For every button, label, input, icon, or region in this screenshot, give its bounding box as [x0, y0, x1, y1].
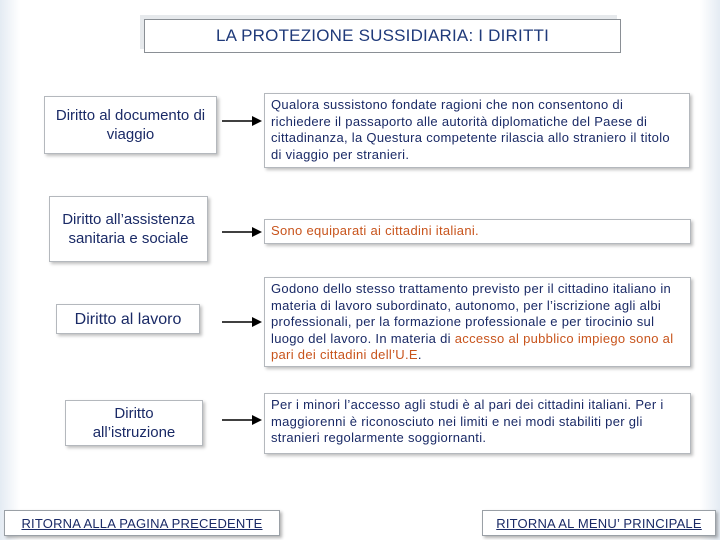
arrow-right-icon: [222, 226, 262, 238]
desc-travel-document-text: Qualora sussistono fondate ragioni che non consentono di richiedere il passaporto alle autorità diplomatiche del Paese di cittadinanza, la Questura competente rilascia allo straniero il titolo di viaggio per stranieri.: [271, 97, 670, 162]
arrow-right-icon: [222, 115, 262, 127]
desc-work-text-highlight: accesso al pubblico impiego sono al pari dei cittadini dell’U.E: [271, 330, 674, 363]
desc-work-text-part1: Godono dello stesso trattamento previsto per il cittadino italiano in materia di lavoro subordinato, autonomo, per l’iscrizione agli albi professionali, per la formazione professionale e per tirocinio sul luogo del lavoro. In materia di: [271, 281, 672, 346]
page-title: LA PROTEZIONE SUSSIDIARIA: I DIRITTI: [144, 19, 621, 53]
label-travel-document-text: Diritto al documento di viaggio: [55, 107, 206, 143]
label-travel-document: [44, 96, 217, 154]
decorative-right-stripe: [700, 0, 720, 540]
desc-work-text-part3: .: [417, 347, 422, 363]
desc-health-social: [264, 219, 691, 244]
desc-education: [264, 393, 691, 454]
desc-education-text: Per i minori l’accesso agli studi è al pari dei cittadini italiani. Per i maggiorenni è riconosciuto nei limiti e nei modi stabiliti per gli stranieri regolarmente soggiornanti.: [271, 397, 664, 446]
label-work-text: Diritto al lavoro: [74, 310, 182, 328]
arrow-right-icon: [222, 414, 262, 426]
desc-work: [264, 277, 691, 367]
label-education-text: Diritto all’istruzione: [92, 405, 176, 441]
label-work: [56, 304, 200, 334]
label-education: [65, 400, 203, 446]
label-health-social: [49, 196, 208, 262]
desc-health-social-text: Sono equiparati ai cittadini italiani.: [271, 223, 479, 239]
decorative-left-stripe: [0, 0, 20, 540]
label-health-social-text: Diritto all’assistenza sanitaria e sociale: [62, 211, 195, 247]
back-to-main-menu-link[interactable]: RITORNA AL MENU’ PRINCIPALE: [482, 510, 716, 536]
back-to-previous-page-link[interactable]: RITORNA ALLA PAGINA PRECEDENTE: [4, 510, 280, 536]
arrow-right-icon: [222, 316, 262, 328]
desc-travel-document: [264, 93, 690, 168]
